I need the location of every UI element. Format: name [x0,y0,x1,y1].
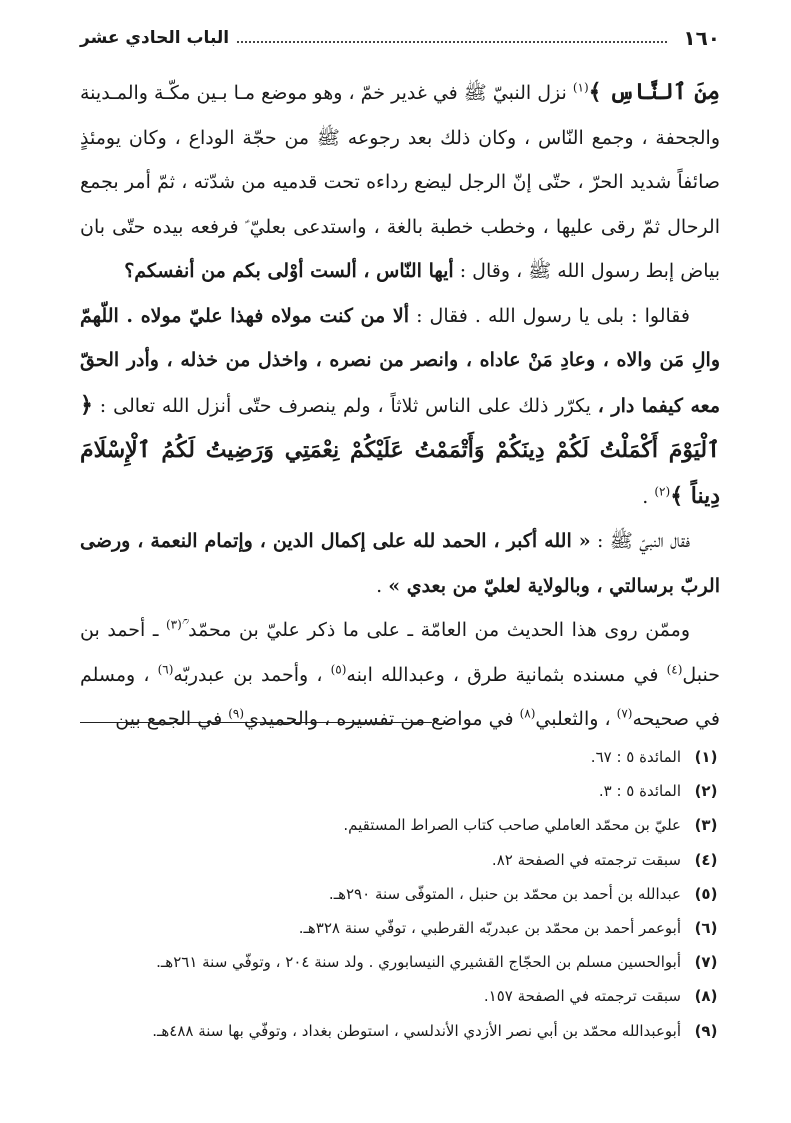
footnote [81,979,721,1013]
text-run: في مسنده بثمانية طرق ، وعبدالله ابنه [346,663,667,686]
text-run: فقال النبيّ ﷺ : [590,530,690,552]
footnote-marker: (٥) [330,662,347,677]
footnote-number: (١) [694,748,718,766]
text-run: وممّن روى هذا الحديث من العامّة ـ على ما ذكر عليّ بن محمّد ؒ [181,619,690,641]
text-run: نزل النبيّ ﷺ في غدير خمّ ، وهو موضع مـا بـين مكّـة والمـدينة والجحفة ، وجمع النّاس ، وكان ذلك بعد رجوعه ﷺ من حجّة الوداع ، وكان يومئذٍ صائفاً شديد الحرّ ، حتّى إنّ الرجل ليضع رداءه تحت قدميه من شدّته ، ثمّ أمر بجمع الرحال ثمّ رقى عليها ، وخطب خطبة بالغة ، واستدعى بعليّ ؑ فرفعه بيده حتّى بان بياض إبط رسول الله ﷺ ، وقال : [80,82,720,282]
footnote-text: عبدالله بن أحمد بن محمّد بن حنبل ، المتوفّى سنة ٢٩٠هـ. [328,884,681,903]
quran-verse: ﴿ ٱلْيَوْمَ أَكْمَلْتُ لَكُمْ دِينَكُمْ وَأَتْمَمْتُ عَلَيْكُمْ نِعْمَتِي وَرَضِيتُ لَكُمُ ٱلْإِسْلَامَ دِيناً ﴾ [80,391,720,509]
footnote-marker: (٣) [165,617,182,632]
text-run: في الجمع بين [115,708,229,730]
hadith-quote: أيها النّاس ، ألست أوْلى بكم من أنفسكم؟ [124,260,454,282]
footnote-text: أبوعمر أحمد بن محمّد بن عبدربّه القرطبي ، توفّي سنة ٣٢٨هـ. [298,919,681,938]
footnote [81,945,721,979]
footnote-marker: (٢) [654,484,671,499]
text-run: فقالوا : بلى يا رسول الله . فقال : [408,304,691,327]
text-run: ، ومسلم في صحيحه [80,663,720,730]
paragraph [80,70,720,294]
footnote-marker: (٦) [157,662,174,677]
footnote-marker: (٧) [616,706,633,721]
chapter-title: الباب الحادي عشر [80,28,230,48]
footnote [81,843,721,877]
hadith-quote: ألا من كنت مولاه فهذا عليّ مولاه . اللّهمّ والِ مَن والاه ، وعادِ مَنْ عاداه ، وانصر من نصره ، واخذل من خذله ، وأدر الحقّ معه كيفما دار ، [80,304,720,417]
hadith-quote: « الله أكبر ، الحمد لله على إكمال الدين ، وإتمام النعمة ، ورضى الربّ برسالتي ، وبالولاية لعليّ من بعدي » [80,530,720,597]
footnote-text: عليّ بن محمّد العاملي صاحب كتاب الصراط المستقيم. [343,816,681,835]
text-run: ، والثعلبي [535,708,617,730]
quran-verse: مِنَ ٱلنَّاسِ ﴾ [588,79,720,105]
footnote-marker: (٨) [519,706,536,721]
footnote-text: سبقت ترجمته في الصفحة ١٥٧. [483,987,681,1006]
text-run: ـ أحمد بن حنبل [80,619,720,686]
footnote-number: (٣) [694,816,718,835]
text-run: . [642,485,655,508]
page-number: ١٦٠ [683,26,720,50]
header-dot-leader [237,41,667,43]
footnote-text: سبقت ترجمته في الصفحة ٨٢. [491,850,681,869]
footnote-number: (٥) [694,884,718,903]
footnote-number: (٩) [694,1021,718,1040]
footnote-text: أبوالحسين مسلم بن الحجّاج القشيري النيسابوري . ولد سنة ٢٠٤ ، وتوفّي سنة ٢٦١هـ. [156,953,681,972]
footnote-marker: (١) [572,80,589,95]
footnote-text: المائدة ٥ : ٣. [598,782,681,801]
footnote-marker: (٤) [666,662,683,677]
text-run: في مواضع من تفسيره ، والحميدي [244,708,520,730]
footnote-separator [80,722,432,723]
footnote [81,1014,721,1048]
paragraph [80,294,720,520]
footnote [81,774,721,808]
paragraph [80,519,720,608]
footnote [81,740,721,774]
footnote-number: (٢) [694,782,718,801]
running-header [80,18,720,58]
body-text [80,70,720,742]
footnote-number: (٧) [694,953,718,972]
footnote-number: (٨) [694,987,718,1006]
text-run: يكرّر ذلك على الناس ثلاثاً ، ولم ينصرف حتّى أنزل الله تعالى : [92,394,598,417]
footnote-text: أبوعبدالله محمّد بن أبي نصر الأزدي الأندلسي ، استوطن بغداد ، وتوفّي بها سنة ٤٨٨هـ. [152,1021,681,1040]
footnote-marker: (٩) [228,706,245,721]
footnote-text: المائدة ٥ : ٦٧. [590,748,681,766]
text-run: . [376,574,389,597]
page [80,18,720,742]
text-run: ، وأحمد بن عبدربّه [173,663,331,686]
footnote [81,911,721,945]
footnotes [81,740,721,1048]
footnote-number: (٦) [694,919,718,938]
footnote [81,808,721,842]
footnote [81,877,721,911]
footnote-number: (٤) [694,850,718,869]
